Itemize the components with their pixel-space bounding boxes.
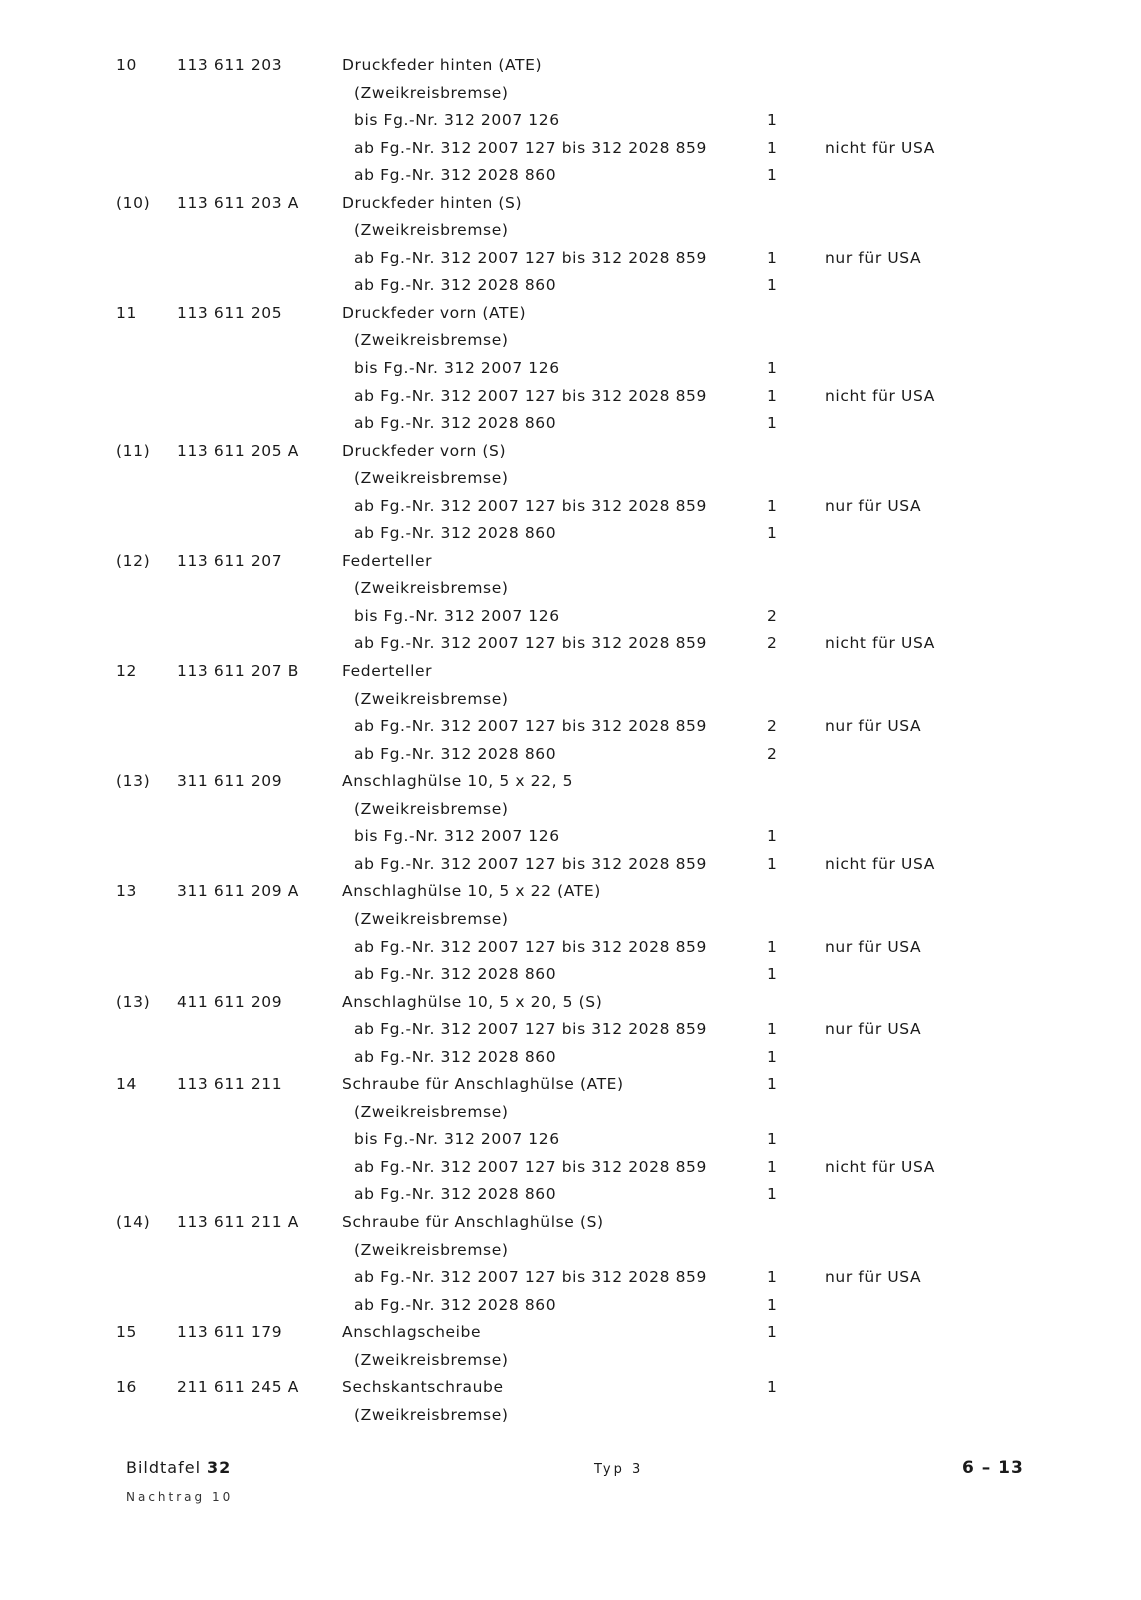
part-number: 311 611 209 A [177, 882, 299, 901]
table-row [0, 603, 1141, 631]
quantity: 1 [767, 937, 778, 956]
position-number: 14 [116, 1075, 137, 1094]
table-row [0, 878, 1141, 906]
part-number: 113 611 207 B [177, 662, 299, 681]
part-description: ab Fg.-Nr. 312 2028 860 [354, 1185, 557, 1204]
quantity: 1 [767, 111, 778, 130]
quantity: 1 [767, 1323, 778, 1342]
part-description: ab Fg.-Nr. 312 2007 127 bis 312 2028 859 [354, 496, 707, 515]
quantity: 1 [767, 386, 778, 405]
part-description: Anschlagscheibe [342, 1323, 482, 1342]
table-row [0, 355, 1141, 383]
part-description: ab Fg.-Nr. 312 2028 860 [354, 965, 557, 984]
part-description: ab Fg.-Nr. 312 2007 127 bis 312 2028 859 [354, 138, 707, 157]
part-description: (Zweikreisbremse) [354, 1240, 509, 1259]
table-row [0, 1264, 1141, 1292]
part-description: Anschlaghülse 10, 5 x 22, 5 [342, 772, 574, 791]
table-row [0, 245, 1141, 273]
table-row [0, 768, 1141, 796]
table-row [0, 686, 1141, 714]
table-row [0, 1209, 1141, 1237]
table-row [0, 548, 1141, 576]
part-description: bis Fg.-Nr. 312 2007 126 [354, 827, 560, 846]
table-row [0, 217, 1141, 245]
part-description: Druckfeder vorn (S) [342, 441, 507, 460]
part-description: ab Fg.-Nr. 312 2007 127 bis 312 2028 859 [354, 854, 707, 873]
parts-list [0, 52, 1141, 1429]
quantity: 1 [767, 1075, 778, 1094]
table-row [0, 52, 1141, 80]
table-row [0, 1126, 1141, 1154]
part-description: Anschlaghülse 10, 5 x 20, 5 (S) [342, 992, 603, 1011]
part-description: (Zweikreisbremse) [354, 799, 509, 818]
table-row [0, 989, 1141, 1017]
position-number: 10 [116, 56, 137, 74]
position-number: (13) [116, 772, 151, 791]
table-row [0, 1319, 1141, 1347]
remark: nicht für USA [825, 1157, 935, 1176]
part-description: ab Fg.-Nr. 312 2028 860 [354, 1047, 557, 1066]
part-number: 211 611 245 A [177, 1378, 299, 1397]
table-row [0, 1044, 1141, 1072]
table-row [0, 300, 1141, 328]
table-row [0, 1016, 1141, 1044]
part-description: Schraube für Anschlaghülse (S) [342, 1212, 604, 1231]
remark: nicht für USA [825, 854, 935, 873]
part-description: (Zweikreisbremse) [354, 469, 509, 488]
position-number: (12) [116, 551, 151, 570]
part-description: ab Fg.-Nr. 312 2007 127 bis 312 2028 859 [354, 1268, 707, 1287]
part-description: ab Fg.-Nr. 312 2007 127 bis 312 2028 859 [354, 1020, 707, 1039]
table-row [0, 107, 1141, 135]
quantity: 1 [767, 524, 778, 543]
position-number: 13 [116, 882, 137, 901]
part-description: (Zweikreisbremse) [354, 221, 509, 240]
quantity: 1 [767, 854, 778, 873]
position-number: 16 [116, 1378, 137, 1397]
part-number: 113 611 211 [177, 1075, 283, 1094]
quantity: 1 [767, 1047, 778, 1066]
remark: nicht für USA [825, 386, 935, 405]
quantity: 1 [767, 827, 778, 846]
table-row [0, 1154, 1141, 1182]
plate-reference [126, 1458, 231, 1477]
quantity: 1 [767, 965, 778, 984]
table-row [0, 493, 1141, 521]
position-number: 15 [116, 1323, 137, 1342]
table-row [0, 383, 1141, 411]
quantity: 1 [767, 359, 778, 378]
part-description: Anschlaghülse 10, 5 x 22 (ATE) [342, 882, 601, 901]
table-row [0, 575, 1141, 603]
quantity: 1 [767, 1157, 778, 1176]
part-description: ab Fg.-Nr. 312 2007 127 bis 312 2028 859 [354, 248, 707, 267]
quantity: 1 [767, 1295, 778, 1314]
remark: nicht für USA [825, 634, 935, 653]
quantity: 2 [767, 744, 778, 763]
part-description: ab Fg.-Nr. 312 2028 860 [354, 166, 557, 185]
quantity: 1 [767, 1185, 778, 1204]
table-row [0, 410, 1141, 438]
quantity: 1 [767, 414, 778, 433]
position-number: (14) [116, 1212, 151, 1231]
part-description: (Zweikreisbremse) [354, 1405, 509, 1424]
remark: nur für USA [825, 248, 922, 267]
position-number: 11 [116, 303, 137, 322]
table-row [0, 1292, 1141, 1320]
part-description: ab Fg.-Nr. 312 2007 127 bis 312 2028 859 [354, 937, 707, 956]
table-row [0, 1402, 1141, 1430]
part-description: Federteller [342, 551, 433, 570]
part-number: 113 611 207 [177, 551, 283, 570]
model-type: Typ 3 [594, 1462, 644, 1477]
remark: nicht für USA [825, 138, 935, 157]
quantity: 1 [767, 1268, 778, 1287]
table-row [0, 741, 1141, 769]
part-description: Sechskantschraube [342, 1378, 504, 1397]
quantity: 1 [767, 166, 778, 185]
part-description: (Zweikreisbremse) [354, 909, 509, 928]
table-row [0, 1071, 1141, 1099]
part-description: ab Fg.-Nr. 312 2007 127 bis 312 2028 859 [354, 1157, 707, 1176]
table-row [0, 135, 1141, 163]
table-row [0, 465, 1141, 493]
part-description: Druckfeder hinten (ATE) [342, 56, 543, 74]
quantity: 2 [767, 634, 778, 653]
quantity: 2 [767, 606, 778, 625]
quantity: 1 [767, 1020, 778, 1039]
part-description: (Zweikreisbremse) [354, 331, 509, 350]
quantity: 1 [767, 1378, 778, 1397]
position-number: (11) [116, 441, 151, 460]
quantity: 2 [767, 717, 778, 736]
table-row [0, 162, 1141, 190]
table-row [0, 438, 1141, 466]
part-description: bis Fg.-Nr. 312 2007 126 [354, 606, 560, 625]
quantity: 1 [767, 138, 778, 157]
quantity: 1 [767, 276, 778, 295]
table-row [0, 851, 1141, 879]
part-description: Schraube für Anschlaghülse (ATE) [342, 1075, 624, 1094]
part-description: bis Fg.-Nr. 312 2007 126 [354, 111, 560, 130]
table-row [0, 630, 1141, 658]
table-row [0, 272, 1141, 300]
table-row [0, 658, 1141, 686]
part-description: ab Fg.-Nr. 312 2028 860 [354, 414, 557, 433]
table-row [0, 520, 1141, 548]
position-number: (13) [116, 992, 151, 1011]
quantity: 1 [767, 1130, 778, 1149]
part-description: (Zweikreisbremse) [354, 1350, 509, 1369]
part-description: ab Fg.-Nr. 312 2007 127 bis 312 2028 859 [354, 634, 707, 653]
position-number: (10) [116, 193, 151, 212]
position-number: 12 [116, 662, 137, 681]
table-row [0, 80, 1141, 108]
remark: nur für USA [825, 1020, 922, 1039]
table-row [0, 1374, 1141, 1402]
table-row [0, 713, 1141, 741]
plate-number: 32 [207, 1458, 232, 1477]
supplement-note: Nachtrag 10 [126, 1490, 234, 1504]
table-row [0, 906, 1141, 934]
part-description: Federteller [342, 662, 433, 681]
remark: nur für USA [825, 496, 922, 515]
remark: nur für USA [825, 1268, 922, 1287]
part-description: ab Fg.-Nr. 312 2028 860 [354, 744, 557, 763]
table-row [0, 934, 1141, 962]
part-number: 113 611 203 A [177, 193, 299, 212]
table-row [0, 1099, 1141, 1127]
part-description: Druckfeder hinten (S) [342, 193, 523, 212]
part-number: 311 611 209 [177, 772, 283, 791]
part-number: 113 611 179 [177, 1323, 283, 1342]
part-description: bis Fg.-Nr. 312 2007 126 [354, 1130, 560, 1149]
part-description: ab Fg.-Nr. 312 2007 127 bis 312 2028 859 [354, 717, 707, 736]
page-number: 6 – 13 [962, 1458, 1024, 1478]
part-number: 411 611 209 [177, 992, 283, 1011]
part-number: 113 611 203 [177, 56, 283, 74]
part-description: ab Fg.-Nr. 312 2028 860 [354, 276, 557, 295]
remark: nur für USA [825, 717, 922, 736]
table-row [0, 1347, 1141, 1375]
remark: nur für USA [825, 937, 922, 956]
quantity: 1 [767, 248, 778, 267]
table-row [0, 190, 1141, 218]
part-description: ab Fg.-Nr. 312 2007 127 bis 312 2028 859 [354, 386, 707, 405]
table-row [0, 823, 1141, 851]
table-row [0, 961, 1141, 989]
part-description: (Zweikreisbremse) [354, 689, 509, 708]
part-number: 113 611 211 A [177, 1212, 299, 1231]
part-description: Druckfeder vorn (ATE) [342, 303, 527, 322]
part-description: (Zweikreisbremse) [354, 579, 509, 598]
table-row [0, 1181, 1141, 1209]
part-number: 113 611 205 A [177, 441, 299, 460]
part-description: bis Fg.-Nr. 312 2007 126 [354, 359, 560, 378]
part-description: (Zweikreisbremse) [354, 1102, 509, 1121]
table-row [0, 796, 1141, 824]
part-number: 113 611 205 [177, 303, 283, 322]
quantity: 1 [767, 496, 778, 515]
part-description: ab Fg.-Nr. 312 2028 860 [354, 524, 557, 543]
part-description: (Zweikreisbremse) [354, 83, 509, 102]
part-description: ab Fg.-Nr. 312 2028 860 [354, 1295, 557, 1314]
table-row [0, 1237, 1141, 1265]
plate-label: Bildtafel [126, 1458, 202, 1477]
table-row [0, 327, 1141, 355]
